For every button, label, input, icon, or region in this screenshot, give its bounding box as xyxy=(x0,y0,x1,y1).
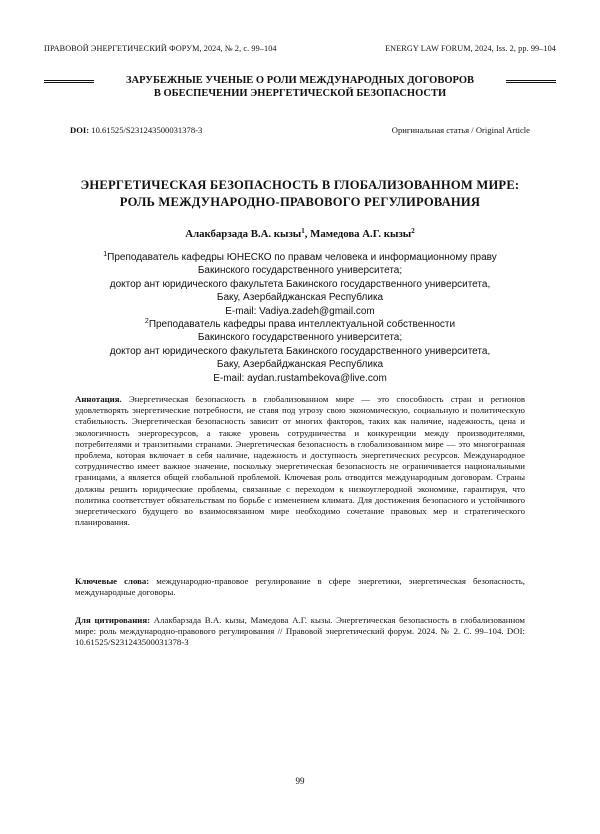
doi xyxy=(70,125,202,135)
header-right: ENERGY LAW FORUM, 2024, Iss. 2, pp. 99–104 xyxy=(385,44,556,53)
keywords-label: Ключевые слова: xyxy=(75,576,150,586)
doi-value: 10.61525/S231243500031378-3 xyxy=(91,125,203,135)
affiliation-line xyxy=(60,251,540,264)
affiliation-text: Преподаватель кафедры права интеллектуальной собственности xyxy=(148,319,456,331)
affiliation-text: Баку, Азербайджанская Республика xyxy=(216,292,384,304)
section-line-1: ЗАРУБЕЖНЫЕ УЧЕНЫЕ О РОЛИ МЕЖДУНАРОДНЫХ ДОГОВОРОВ xyxy=(125,75,475,86)
title-line-1: ЭНЕРГЕТИЧЕСКАЯ БЕЗОПАСНОСТЬ В ГЛОБАЛИЗОВАННОМ МИРЕ: xyxy=(80,178,520,192)
affiliation-line xyxy=(60,291,540,304)
affiliation-text: Баку, Азербайджанская Республика xyxy=(216,359,384,371)
affiliation-text: Бакинского государственного университета; xyxy=(197,332,403,344)
affiliation-text: Преподаватель кафедры ЮНЕСКО по правам человека и информационному праву xyxy=(107,252,497,263)
affiliation-line xyxy=(60,264,540,277)
affiliation-text: Бакинского государственного университета; xyxy=(197,265,403,277)
doi-label: DOI: xyxy=(70,125,90,135)
affiliation-text: доктор ант юридического факультета Бакинского государственного университета, xyxy=(109,278,491,290)
author-1-sup: 1 xyxy=(301,227,305,235)
citation-label: Для цитирования: xyxy=(75,615,151,625)
author-2-sup: 2 xyxy=(411,227,415,235)
affiliation-line xyxy=(60,358,540,371)
article-meta xyxy=(70,125,530,137)
affiliation-line xyxy=(60,278,540,291)
keywords xyxy=(75,576,525,598)
abstract-label: Аннотация. xyxy=(75,394,122,404)
citation-text: Алакбарзада В.А. кызы, Мамедова А.Г. кызы. Энергетическая безопасность в глобализованном мире: роль международно-правового регулирования // Правовой энергетический форум. 2024. № 2. С. 99–104. DOI: 10.61525/S231243500031378-3 xyxy=(75,615,525,648)
article-type: Оригинальная статья / Original Article xyxy=(391,125,530,135)
keywords-text: международно-правовое регулирование в сфере энергетики, энергетическая безопасность, международные договоры. xyxy=(75,576,525,598)
authors xyxy=(0,228,600,240)
affiliation-line xyxy=(60,331,540,344)
header-left: ПРАВОВОЙ ЭНЕРГЕТИЧЕСКИЙ ФОРУМ, 2024, № 2, с. 99–104 xyxy=(44,44,277,53)
article-title xyxy=(60,177,540,211)
author-separator: , xyxy=(304,228,311,240)
affiliation-email[interactable]: E-mail: aydan.rustambekova@live.com xyxy=(213,372,387,384)
title-line-2: РОЛЬ МЕЖДУНАРОДНО-ПРАВОВОГО РЕГУЛИРОВАНИЯ xyxy=(119,195,481,209)
affiliation-line xyxy=(60,318,540,331)
section-rule-right xyxy=(506,80,556,83)
author-1: Алакбарзада В.А. кызы xyxy=(185,228,302,240)
section-rule-left xyxy=(44,80,94,83)
abstract-text: Энергетическая безопасность в глобализованном мире — это способность стран и регионов удовлетворять энергетические потребности, не ставя под угрозу свою экономическую, социальную и политическую стабильность. Энергетическая безопасность зависит от многих факторов, таких как наличие, надежность, цена и экологичность энергоресурсов, а также уровень сотрудничества и конкуренции между производителями, потребителями и транзитными странами. Энергетическая безопасность в глобализованном мире — это многогранная проблема, которая включает в себя наличие, надежность и доступность энергетических ресурсов. Международное сотрудничество имеет важное значение, поскольку энергетическая безопасность не ограничивается национальными границами, а является общей глобальной проблемой. Ключевая роль отводится международным договорам. Страны должны решить юридические проблемы, связанные с переходом к низкоуглеродной экономике, гарантируя, что политика соответствует обязательствам по борьбе с изменением климата. Для достижения безопасного и устойчивого энергетического будущего во взаимосвязанном мире необходимо сочетание правовых мер и стратегического планирования. xyxy=(75,394,525,528)
affiliation-line xyxy=(60,305,540,318)
affiliation-sup: 1 xyxy=(103,251,108,258)
running-header xyxy=(44,44,556,58)
section-heading xyxy=(44,74,556,100)
affiliation-line xyxy=(60,345,540,358)
affiliation-line xyxy=(60,372,540,385)
page-number: 99 xyxy=(295,776,305,786)
affiliations xyxy=(60,251,540,385)
abstract xyxy=(75,394,525,528)
affiliation-text: доктор ант юридического факультета Бакинского государственного университета, xyxy=(109,345,491,357)
author-2: Мамедова А.Г. кызы xyxy=(310,228,412,240)
section-line-2: В ОБЕСПЕЧЕНИИ ЭНЕРГЕТИЧЕСКОЙ БЕЗОПАСНОСТИ xyxy=(153,88,447,99)
citation xyxy=(75,615,525,649)
affiliation-email[interactable]: E-mail: Vadiya.zadeh@gmail.com xyxy=(225,305,375,317)
affiliation-sup: 2 xyxy=(144,318,149,326)
